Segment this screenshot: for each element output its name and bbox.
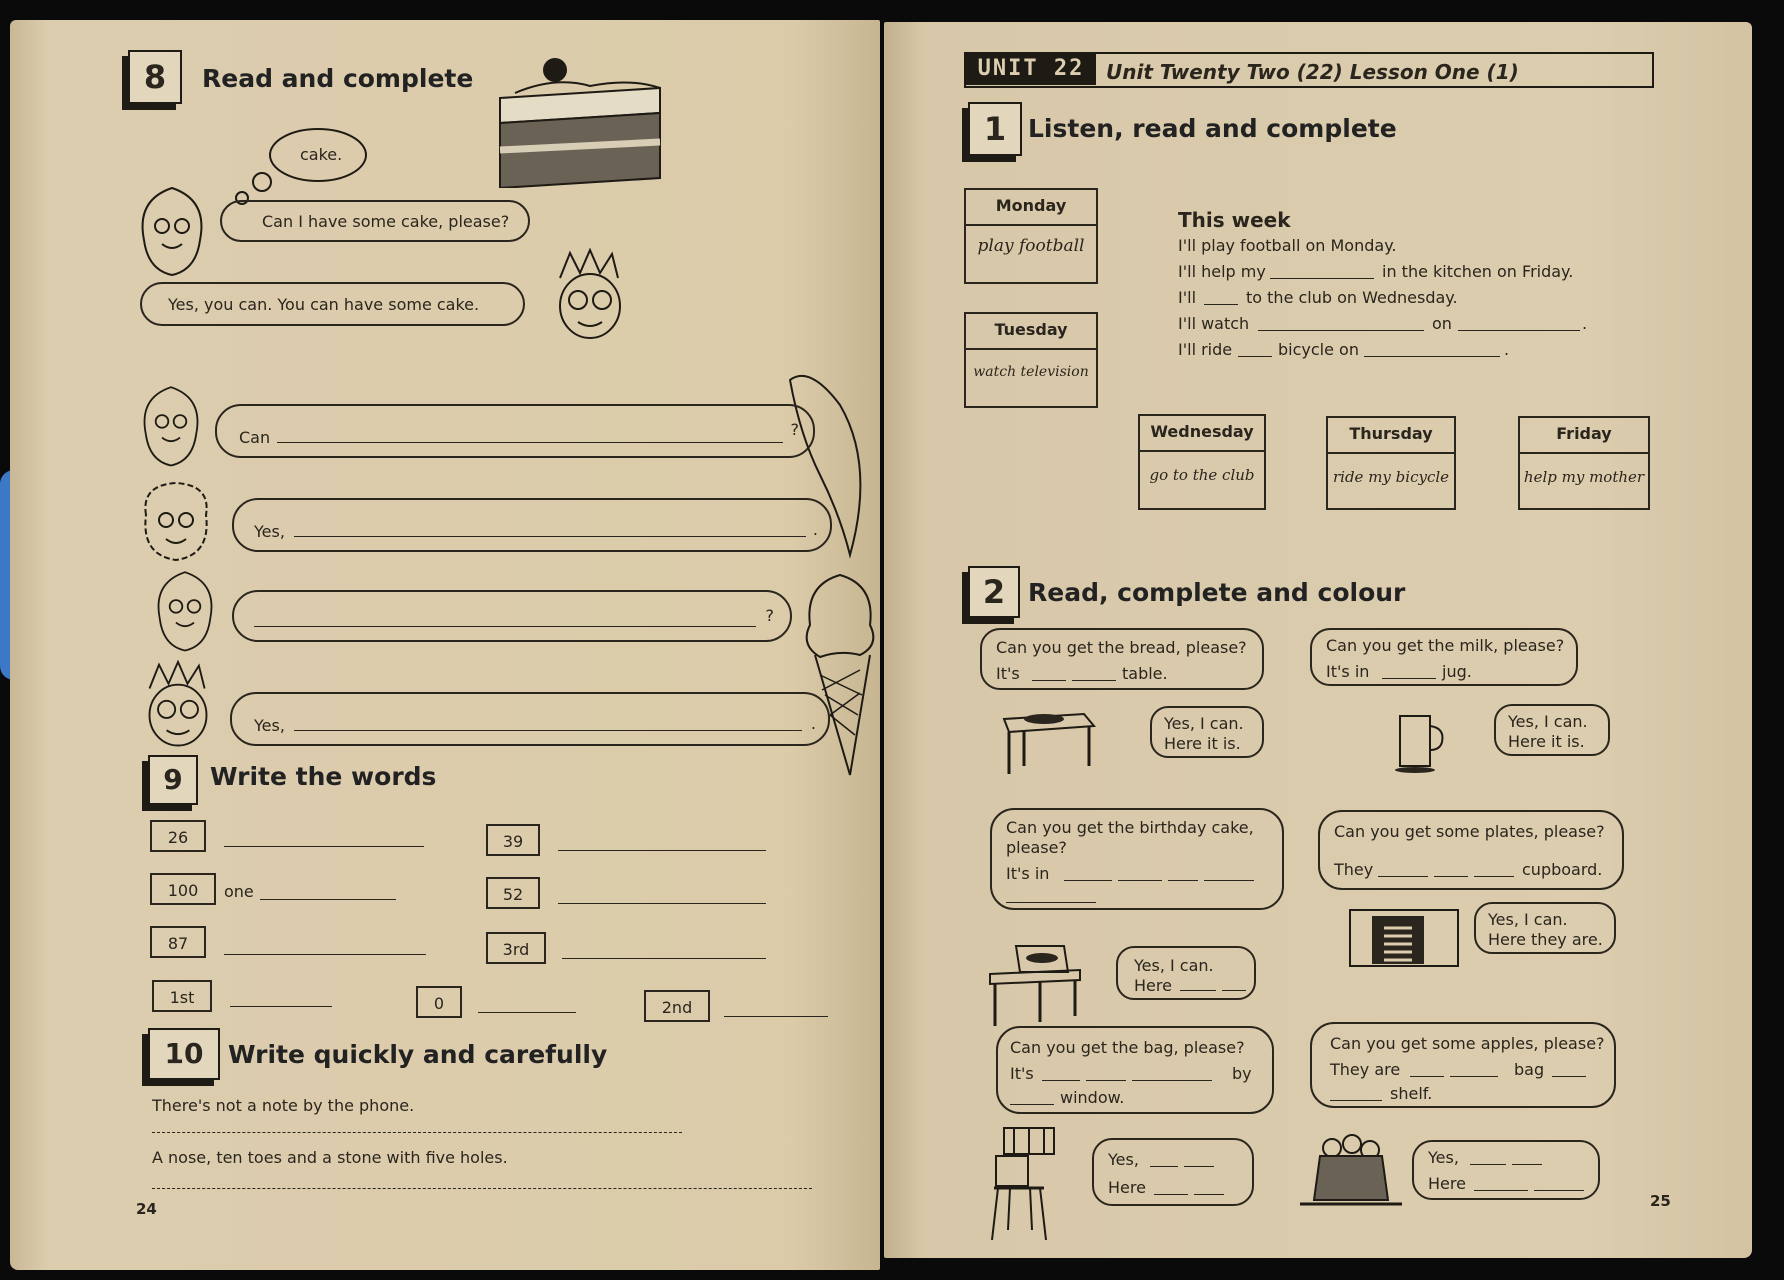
table-with-bread-illustration bbox=[994, 704, 1104, 776]
page-number-left: 24 bbox=[136, 1200, 157, 1218]
exercise-2-title: Read, complete and colour bbox=[1028, 578, 1406, 607]
cupboard-with-plates-illustration bbox=[1348, 906, 1460, 970]
word-box-26: 26 bbox=[150, 820, 206, 852]
exercise-2-number: 2 bbox=[968, 566, 1020, 618]
bubble-plates-reply: Yes, I can. Here they are. bbox=[1474, 902, 1616, 954]
word-box-1st: 1st bbox=[152, 980, 212, 1012]
girl-face-icon-3 bbox=[150, 565, 220, 655]
right-page bbox=[884, 22, 1752, 1258]
bubble-apples-question: Can you get some apples, please? They are bag shelf. bbox=[1310, 1022, 1616, 1108]
unit-title: Unit Twenty Two (22) Lesson One (1) bbox=[1106, 60, 1519, 84]
bubble-bag-reply: Yes, Here bbox=[1092, 1138, 1254, 1206]
thought-bubble bbox=[220, 120, 380, 210]
exercise-1-title: Listen, read and complete bbox=[1028, 114, 1397, 143]
bubble-4-start: Yes, bbox=[254, 716, 285, 735]
word-box-87: 87 bbox=[150, 926, 206, 958]
bubble-bread-question: Can you get the bread, please? It's table. bbox=[980, 628, 1264, 690]
boy-face-icon-2 bbox=[138, 660, 218, 755]
bubble-1-start: Can bbox=[239, 428, 271, 447]
exercise-1-number: 1 bbox=[968, 102, 1022, 156]
exercise-8-title: Read and complete bbox=[202, 64, 474, 93]
word-box-3rd: 3rd bbox=[486, 932, 546, 964]
bubble-3-end: ? bbox=[765, 606, 774, 625]
word-box-0: 0 bbox=[416, 986, 462, 1018]
answer-bubble-4 bbox=[230, 692, 830, 746]
bubble-apples-reply: Yes, Here bbox=[1412, 1140, 1600, 1200]
girl-face-icon bbox=[136, 180, 208, 280]
exercise-10-number: 10 bbox=[148, 1028, 220, 1080]
this-week-title: This week bbox=[1178, 208, 1291, 232]
sentence-4: I'll watch on . bbox=[1178, 314, 1588, 333]
bubble-plates-question: Can you get some plates, please? They cupboard. bbox=[1318, 810, 1624, 890]
chair-with-bag-illustration bbox=[984, 1126, 1064, 1246]
jug-illustration bbox=[1390, 706, 1450, 778]
thought-text: cake. bbox=[300, 145, 343, 164]
word-box-52: 52 bbox=[486, 877, 540, 909]
cake-illustration bbox=[480, 38, 680, 188]
day-box-thursday: Thursday ride my bicycle bbox=[1326, 416, 1456, 510]
left-page bbox=[10, 20, 880, 1270]
speech-bubble-question bbox=[220, 200, 530, 242]
bubble-1-end: ? bbox=[790, 420, 799, 439]
bubble-bag-question: Can you get the bag, please? It's by window. bbox=[996, 1026, 1274, 1114]
bubble-4-end: . bbox=[810, 714, 816, 733]
bubble-cake-reply: Yes, I can. Here bbox=[1116, 946, 1256, 1000]
word-box-2nd: 2nd bbox=[644, 990, 710, 1022]
exercise-9-title: Write the words bbox=[210, 762, 437, 791]
word-box-100: 100 bbox=[150, 873, 216, 905]
sentence-1: I'll play football on Monday. bbox=[1178, 236, 1397, 255]
page-number-right: 25 bbox=[1650, 1192, 1671, 1210]
day-box-monday: Monday play football bbox=[964, 188, 1098, 284]
sentence-2: I'll help my in the kitchen on Friday. bbox=[1178, 262, 1574, 281]
handwriting-line-2: A nose, ten toes and a stone with five holes. bbox=[152, 1148, 508, 1167]
word-prefix-one: one bbox=[224, 882, 254, 901]
sentence-3: I'll to the club on Wednesday. bbox=[1178, 288, 1458, 307]
answer-bubble-3 bbox=[232, 590, 792, 642]
curly-girl-face-icon bbox=[136, 475, 216, 565]
table-with-cake-box-illustration bbox=[980, 936, 1090, 1028]
speech-bubble-answer bbox=[140, 282, 525, 326]
ice-cream-illustration bbox=[800, 565, 880, 785]
boy-face-icon bbox=[550, 248, 630, 348]
bubble-cake-question: Can you get the birthday cake, please? It's in bbox=[990, 808, 1284, 910]
day-box-tuesday: Tuesday watch television bbox=[964, 312, 1098, 408]
exercise-8-number: 8 bbox=[128, 50, 182, 104]
bag-with-apples-illustration bbox=[1296, 1130, 1406, 1210]
answer-text: Yes, you can. You can have some cake. bbox=[168, 295, 480, 314]
day-box-wednesday: Wednesday go to the club bbox=[1138, 414, 1266, 510]
bubble-bread-reply: Yes, I can. Here it is. bbox=[1150, 706, 1264, 758]
unit-badge: UNIT 22 bbox=[966, 53, 1096, 85]
exercise-10-title: Write quickly and carefully bbox=[228, 1040, 608, 1069]
question-text: Can I have some cake, please? bbox=[262, 212, 510, 231]
handwriting-line-1: There's not a note by the phone. bbox=[152, 1096, 415, 1115]
bubble-milk-reply: Yes, I can. Here it is. bbox=[1494, 704, 1610, 756]
exercise-9-number: 9 bbox=[148, 755, 198, 805]
answer-bubble-2 bbox=[232, 498, 832, 552]
word-box-39: 39 bbox=[486, 824, 540, 856]
girl-face-icon-2 bbox=[136, 380, 206, 470]
answer-bubble-1 bbox=[215, 404, 815, 458]
sentence-5: I'll ride bicycle on . bbox=[1178, 340, 1510, 359]
bubble-2-start: Yes, bbox=[254, 522, 285, 541]
bubble-milk-question: Can you get the milk, please? It's in jug. bbox=[1310, 628, 1578, 686]
bubble-2-end: . bbox=[812, 520, 818, 539]
day-box-friday: Friday help my mother bbox=[1518, 416, 1650, 510]
